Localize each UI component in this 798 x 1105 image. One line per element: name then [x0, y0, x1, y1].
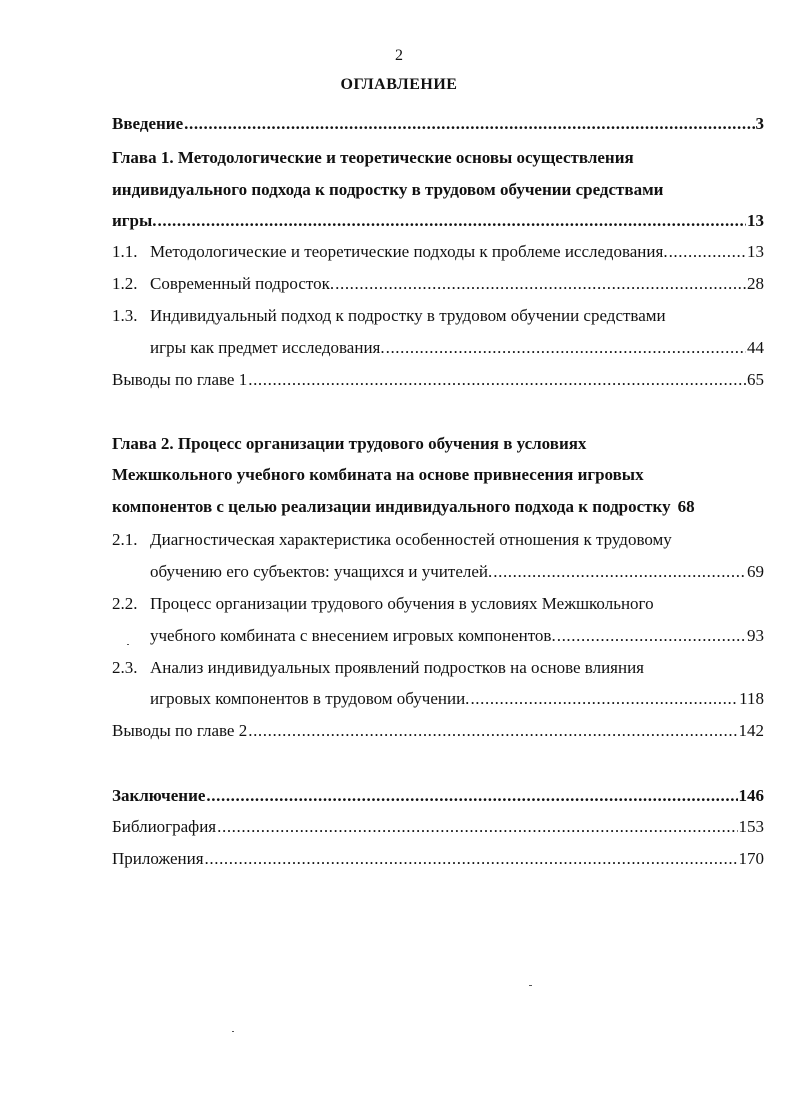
scan-speck [127, 644, 129, 645]
dot-leader [184, 114, 754, 134]
section-number: 1.1. [112, 242, 138, 261]
dot-leader [335, 274, 746, 294]
toc-entry-2-3[interactable] [150, 689, 764, 709]
toc-page-number: 65 [747, 370, 764, 389]
toc-entry-2-2-line1[interactable] [112, 594, 654, 614]
toc-entry-2-2[interactable] [150, 626, 764, 646]
section-number: 1.2. [112, 274, 138, 293]
toc-entry-bibliography[interactable] [112, 817, 764, 837]
toc-entry-label: игры. [112, 211, 157, 230]
toc-page-number: 142 [738, 721, 764, 740]
toc-entry-appendices[interactable] [112, 849, 764, 869]
toc-page-number: 170 [738, 849, 764, 868]
toc-entry-2-3-line1[interactable] [112, 658, 644, 678]
toc-entry-2-1[interactable] [150, 562, 764, 582]
dot-leader [217, 817, 737, 837]
toc-entry-chapter2[interactable] [112, 497, 764, 517]
dot-leader [248, 721, 737, 741]
toc-entry-label: Диагностическая характеристика особенностей отношения к трудовому [150, 530, 672, 549]
toc-entry-conclusion[interactable] [112, 786, 764, 806]
toc-entry-label: Приложения [112, 849, 204, 868]
toc-page-number: 93 [747, 626, 764, 645]
toc-page-number: 68 [677, 497, 695, 516]
toc-page-number: 3 [755, 114, 764, 133]
chapter1-title-line2[interactable]: индивидуального подхода к подростку в трудовом обучении средствами [112, 180, 664, 199]
dot-leader [470, 689, 738, 709]
toc-page-number: 146 [738, 786, 764, 805]
toc-entry-label: Анализ индивидуальных проявлений подростков на основе влияния [150, 658, 645, 677]
toc-entry-conclusions-2[interactable] [112, 721, 764, 741]
section-number: 1.3. [112, 306, 138, 325]
toc-entry-label: Введение [112, 114, 184, 133]
dot-leader [248, 370, 746, 390]
chapter2-title-line1[interactable]: Глава 2. Процесс организации трудового обучения в условиях [112, 434, 587, 453]
toc-entry-conclusions-1[interactable] [112, 370, 764, 390]
toc-entry-label: Библиография [112, 817, 217, 836]
section-number: 2.2. [112, 594, 138, 613]
toc-page-number: 44 [747, 338, 764, 357]
section-number: 2.3. [112, 658, 138, 677]
toc-entry-label: Выводы по главе 1 [112, 370, 248, 389]
toc-entry-label: Индивидуальный подход к подростку в трудовом обучении средствами [150, 306, 666, 325]
section-number: 2.1. [112, 530, 138, 549]
chapter1-title-line1[interactable]: Глава 1. Методологические и теоретические основы осуществления [112, 148, 634, 167]
toc-entry-1-1[interactable] [112, 242, 764, 262]
page-number: 2 [395, 47, 403, 64]
toc-title: ОГЛАВЛЕНИЕ [340, 76, 458, 93]
toc-entry-label: учебного комбината с внесением игровых компонентов. [150, 626, 556, 645]
dot-leader [669, 242, 746, 262]
toc-entry-label: компонентов с целью реализации индивидуального подхода к подростку [112, 497, 671, 516]
chapter2-title-line2[interactable]: Межшкольного учебного комбината на основе привнесения игровых [112, 465, 644, 484]
toc-entry-chapter1[interactable] [112, 211, 764, 231]
toc-entry-1-3[interactable] [150, 338, 764, 358]
toc-entry-label: Методологические и теоретические подходы к проблеме исследования. [150, 242, 668, 261]
toc-entry-2-1-line1[interactable] [112, 530, 672, 550]
toc-page-number: 13 [747, 211, 764, 230]
dot-leader [386, 338, 746, 358]
toc-entry-label: Заключение [112, 786, 206, 805]
dot-leader [493, 562, 746, 582]
toc-entry-label: Выводы по главе 2 [112, 721, 248, 740]
toc-page-number: 28 [747, 274, 764, 293]
dot-leader [557, 626, 746, 646]
dot-leader [158, 211, 747, 231]
scan-speck [232, 1031, 234, 1032]
toc-entry-label: обучению его субъектов: учащихся и учителей. [150, 562, 493, 581]
toc-page-number: 13 [747, 242, 764, 261]
toc-entry-label: игровых компонентов в трудовом обучении. [150, 689, 470, 708]
scan-speck [529, 985, 532, 986]
toc-entry-label: Современный подросток. [150, 274, 335, 293]
toc-entry-label: игры как предмет исследования. [150, 338, 385, 357]
toc-page-number: 153 [738, 817, 764, 836]
toc-page-number: 69 [747, 562, 764, 581]
toc-entry-1-2[interactable] [112, 274, 764, 294]
toc-entry-1-3-line1[interactable] [112, 306, 666, 326]
dot-leader [206, 786, 737, 806]
toc-entry-label: Процесс организации трудового обучения в условиях Межшкольного [150, 594, 654, 613]
dot-leader [205, 849, 738, 869]
toc-page-number: 118 [739, 689, 764, 708]
toc-entry-intro[interactable] [112, 114, 764, 134]
